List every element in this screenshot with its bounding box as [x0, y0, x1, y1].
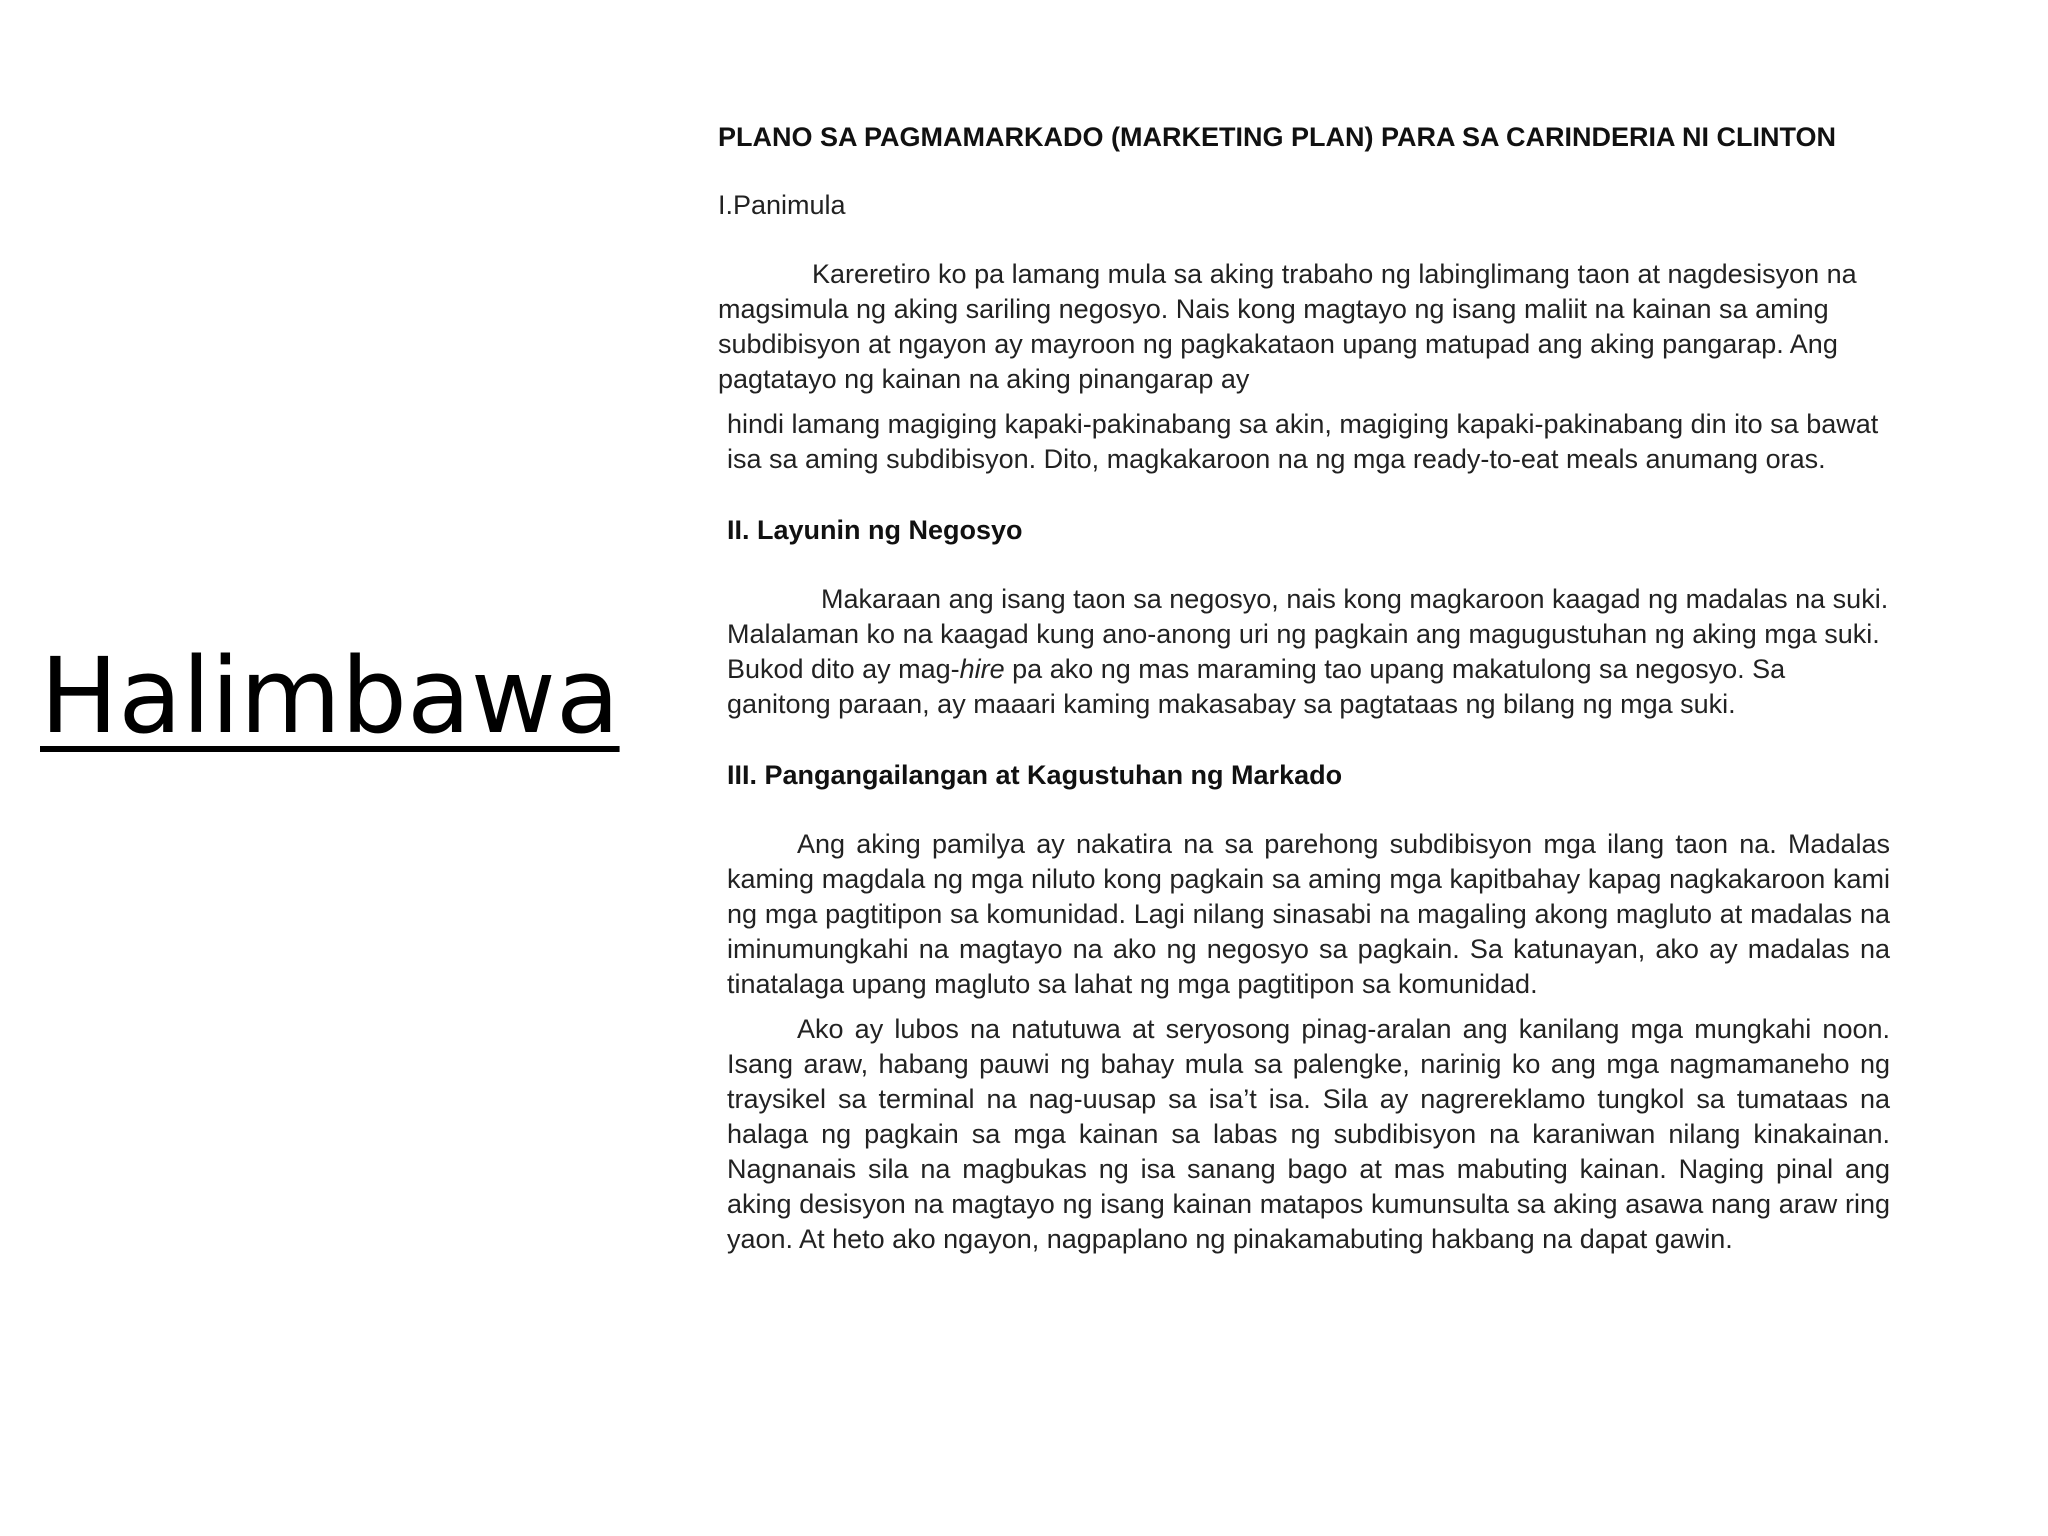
document-page	[718, 118, 1890, 1257]
section-heading-panimula: I.Panimula	[718, 190, 846, 220]
document-title: PLANO SA PAGMAMARKADO (MARKETING PLAN) PARA SA CARINDERIA NI CLINTON	[718, 122, 1836, 152]
section-heading-pangangailangan: III. Pangangailangan at Kagustuhan ng Markado	[727, 760, 1343, 790]
layunin-italic-word: hire	[959, 654, 1005, 684]
pangangailangan-paragraph-2: Ako ay lubos na natutuwa at seryosong pinag-aralan ang kanilang mga mungkahi noon. Isang araw, habang pauwi ng bahay mula sa palengke, narinig ko ang mga nagmamaneho ng traysikel sa terminal na nag-uusap sa isa’t isa. Sila ay nagrereklamo tungkol sa tumataas na halaga ng pagkain sa mga kainan sa labas ng subdibisyon na karaniwan nilang kinakainan. Nagnanais sila na magbukas ng isa sanang bago at mas mabuting kainan. Naging pinal ang aking desisyon na magtayo ng isang kainan matapos kumunsulta sa aking asawa nang araw ring yaon. At heto ako ngayon, nagpaplano ng pinakamabuting hakbang na dapat gawin.	[727, 1014, 1890, 1254]
panimula-paragraph: Kareretiro ko pa lamang mula sa aking trabaho ng labinglimang taon at nagdesisyon na magsimula ng aking sariling negosyo. Nais kong magtayo ng isang maliit na kainan sa aming subdibisyon at ngayon ay mayroon ng pagkakataon upang matupad ang aking pangarap. Ang pagtatayo ng kainan na aking pinangarap ay	[718, 259, 1857, 394]
slide-title: Halimbawa	[40, 635, 620, 757]
section-heading-layunin: II. Layunin ng Negosyo	[727, 515, 1023, 545]
pangangailangan-paragraph-1: Ang aking pamilya ay nakatira na sa parehong subdibisyon mga ilang taon na. Madalas kaming magdala ng mga niluto kong pagkain sa aming mga kapitbahay kapag nagkakaroon kami ng mga pagtitipon sa komunidad. Lagi nilang sinasabi na magaling akong magluto at madalas na iminumungkahi na magtayo na ako ng negosyo sa pagkain. Sa katunayan, ako ay madalas na tinatalaga upang magluto sa lahat ng mga pagtitipon sa komunidad.	[727, 829, 1890, 999]
layunin-text-end: pa ako ng mas maraming tao upang makatulong sa negosyo. Sa ganitong paraan, ay maaari kaming makasabay sa pagtataas ng bilang ng mga suki.	[727, 654, 1786, 719]
layunin-text-start: Makaraan ang isang taon sa negosyo, nais kong magkaroon kaagad ng madalas na suki. Malalaman ko na kaagad kung ano-anong uri ng pagkain ang magugustuhan ng aking mga suki. Bukod dito ay mag-	[727, 584, 1889, 684]
layunin-paragraph	[718, 582, 1890, 722]
panimula-continuation: hindi lamang magiging kapaki-pakinabang sa akin, magiging kapaki-pakinabang din ito sa bawat isa sa aming subdibisyon. Dito, magkakaroon na ng mga ready-to-eat meals anumang oras.	[727, 409, 1879, 474]
